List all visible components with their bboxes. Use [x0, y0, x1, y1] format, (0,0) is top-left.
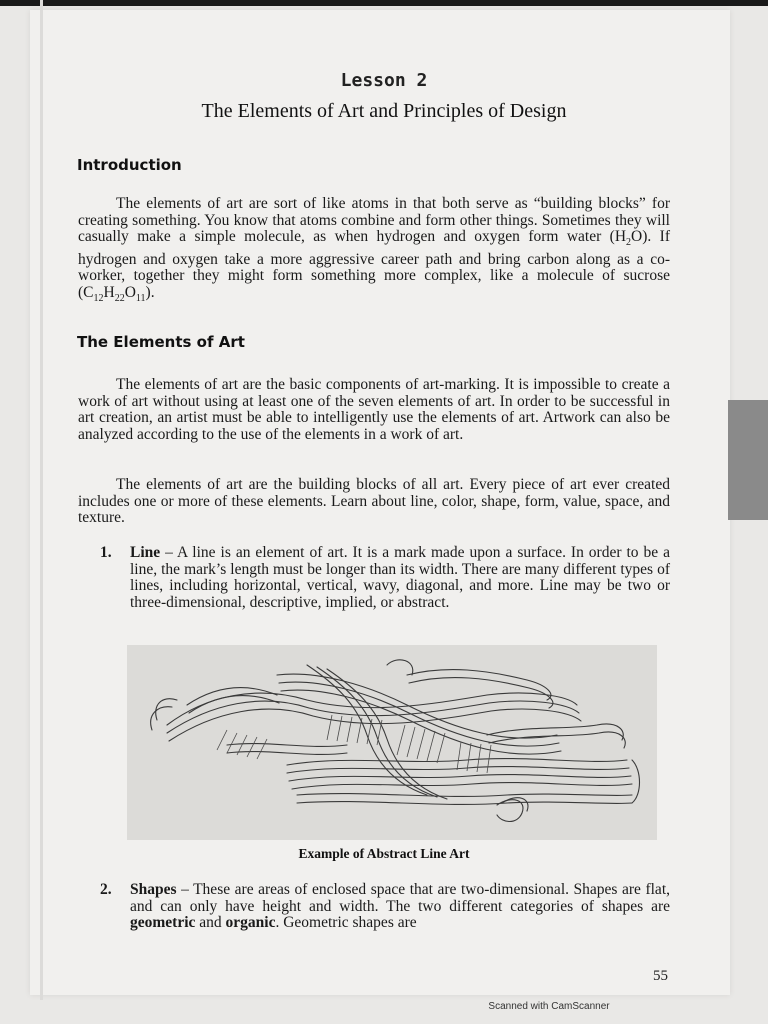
sucrose-subscript-o: 11	[135, 292, 146, 304]
term-line: Line	[130, 544, 161, 561]
abstract-line-art-figure	[127, 645, 657, 840]
introduction-paragraph	[78, 196, 670, 307]
list-item-line	[100, 545, 670, 611]
abstract-line-art-drawing	[127, 645, 657, 840]
scan-top-edge	[0, 0, 768, 6]
line-definition: – A line is an element of art. It is a mark made upon a surface. In order to be a line, the mark’s length must be longer than its width. There are many different types of lines, including horizontal, vertical, wavy, diagonal, and more. Line may be two or three-dimensional, descriptive, implied, or abstract.	[130, 544, 670, 611]
h2o-subscript: 2	[626, 237, 632, 249]
intro-text-end: ).	[145, 283, 155, 301]
scanner-watermark	[0, 1001, 768, 1012]
lesson-number: Lesson 2	[340, 70, 428, 91]
shapes-definition-a: – These are areas of enclosed space that are two-dimensional. Shapes are flat, and can only have height and width. The two different categories of shapes are	[130, 881, 670, 915]
list-item-body	[130, 882, 670, 932]
intro-text-2: O). If hydrogen and oxygen take a more aggressive career path and bring carbon along as a co-worker, together they might form something more complex, like a molecule of sucrose (C	[78, 228, 670, 301]
intro-text-1: The elements of art are sort of like atoms in that both serve as “building blocks” for creating something. You know that atoms combine and form other things. Sometimes they will casually make a simple molecule, as when hydrogen and oxygen form water (H	[78, 195, 670, 245]
scan-right-shadow	[728, 400, 768, 520]
elements-paragraph-2: The elements of art are the building blocks of all art. Every piece of art ever created includes one or more of these elements. Learn about line, color, shape, form, value, space, and texture.	[78, 476, 670, 526]
page-number: 55	[653, 968, 668, 984]
term-geometric: geometric	[130, 914, 196, 931]
term-organic: organic	[225, 914, 276, 931]
list-number: 1.	[100, 544, 112, 561]
sucrose-subscript-h: 22	[114, 292, 125, 304]
shapes-definition-c: . Geometric shapes are	[275, 914, 417, 931]
elements-paragraph-1: The elements of art are the basic components of art-marking. It is impossible to create a work of art without using at least one of the seven elements of art. In order to be successful in art creation, an artist must be able to intelligently use the elements of art. Artwork can also be analyzed according to the use of the elements in a work of art.	[78, 376, 670, 443]
sucrose-h: H	[103, 283, 115, 301]
elements-of-art-heading: The Elements of Art	[77, 333, 245, 351]
sucrose-o: O	[124, 283, 136, 301]
list-item-shapes	[100, 882, 670, 932]
scanner-note: Scanned with CamScanner	[488, 1001, 610, 1012]
lesson-title: The Elements of Art and Principles of Design	[201, 100, 567, 122]
list-item-body	[130, 545, 670, 611]
list-number: 2.	[100, 881, 112, 898]
shapes-definition-b: and	[195, 914, 226, 931]
introduction-heading: Introduction	[77, 156, 182, 174]
figure-caption: Example of Abstract Line Art	[298, 846, 470, 861]
sucrose-subscript-c: 12	[93, 292, 104, 304]
term-shapes: Shapes	[130, 881, 177, 898]
